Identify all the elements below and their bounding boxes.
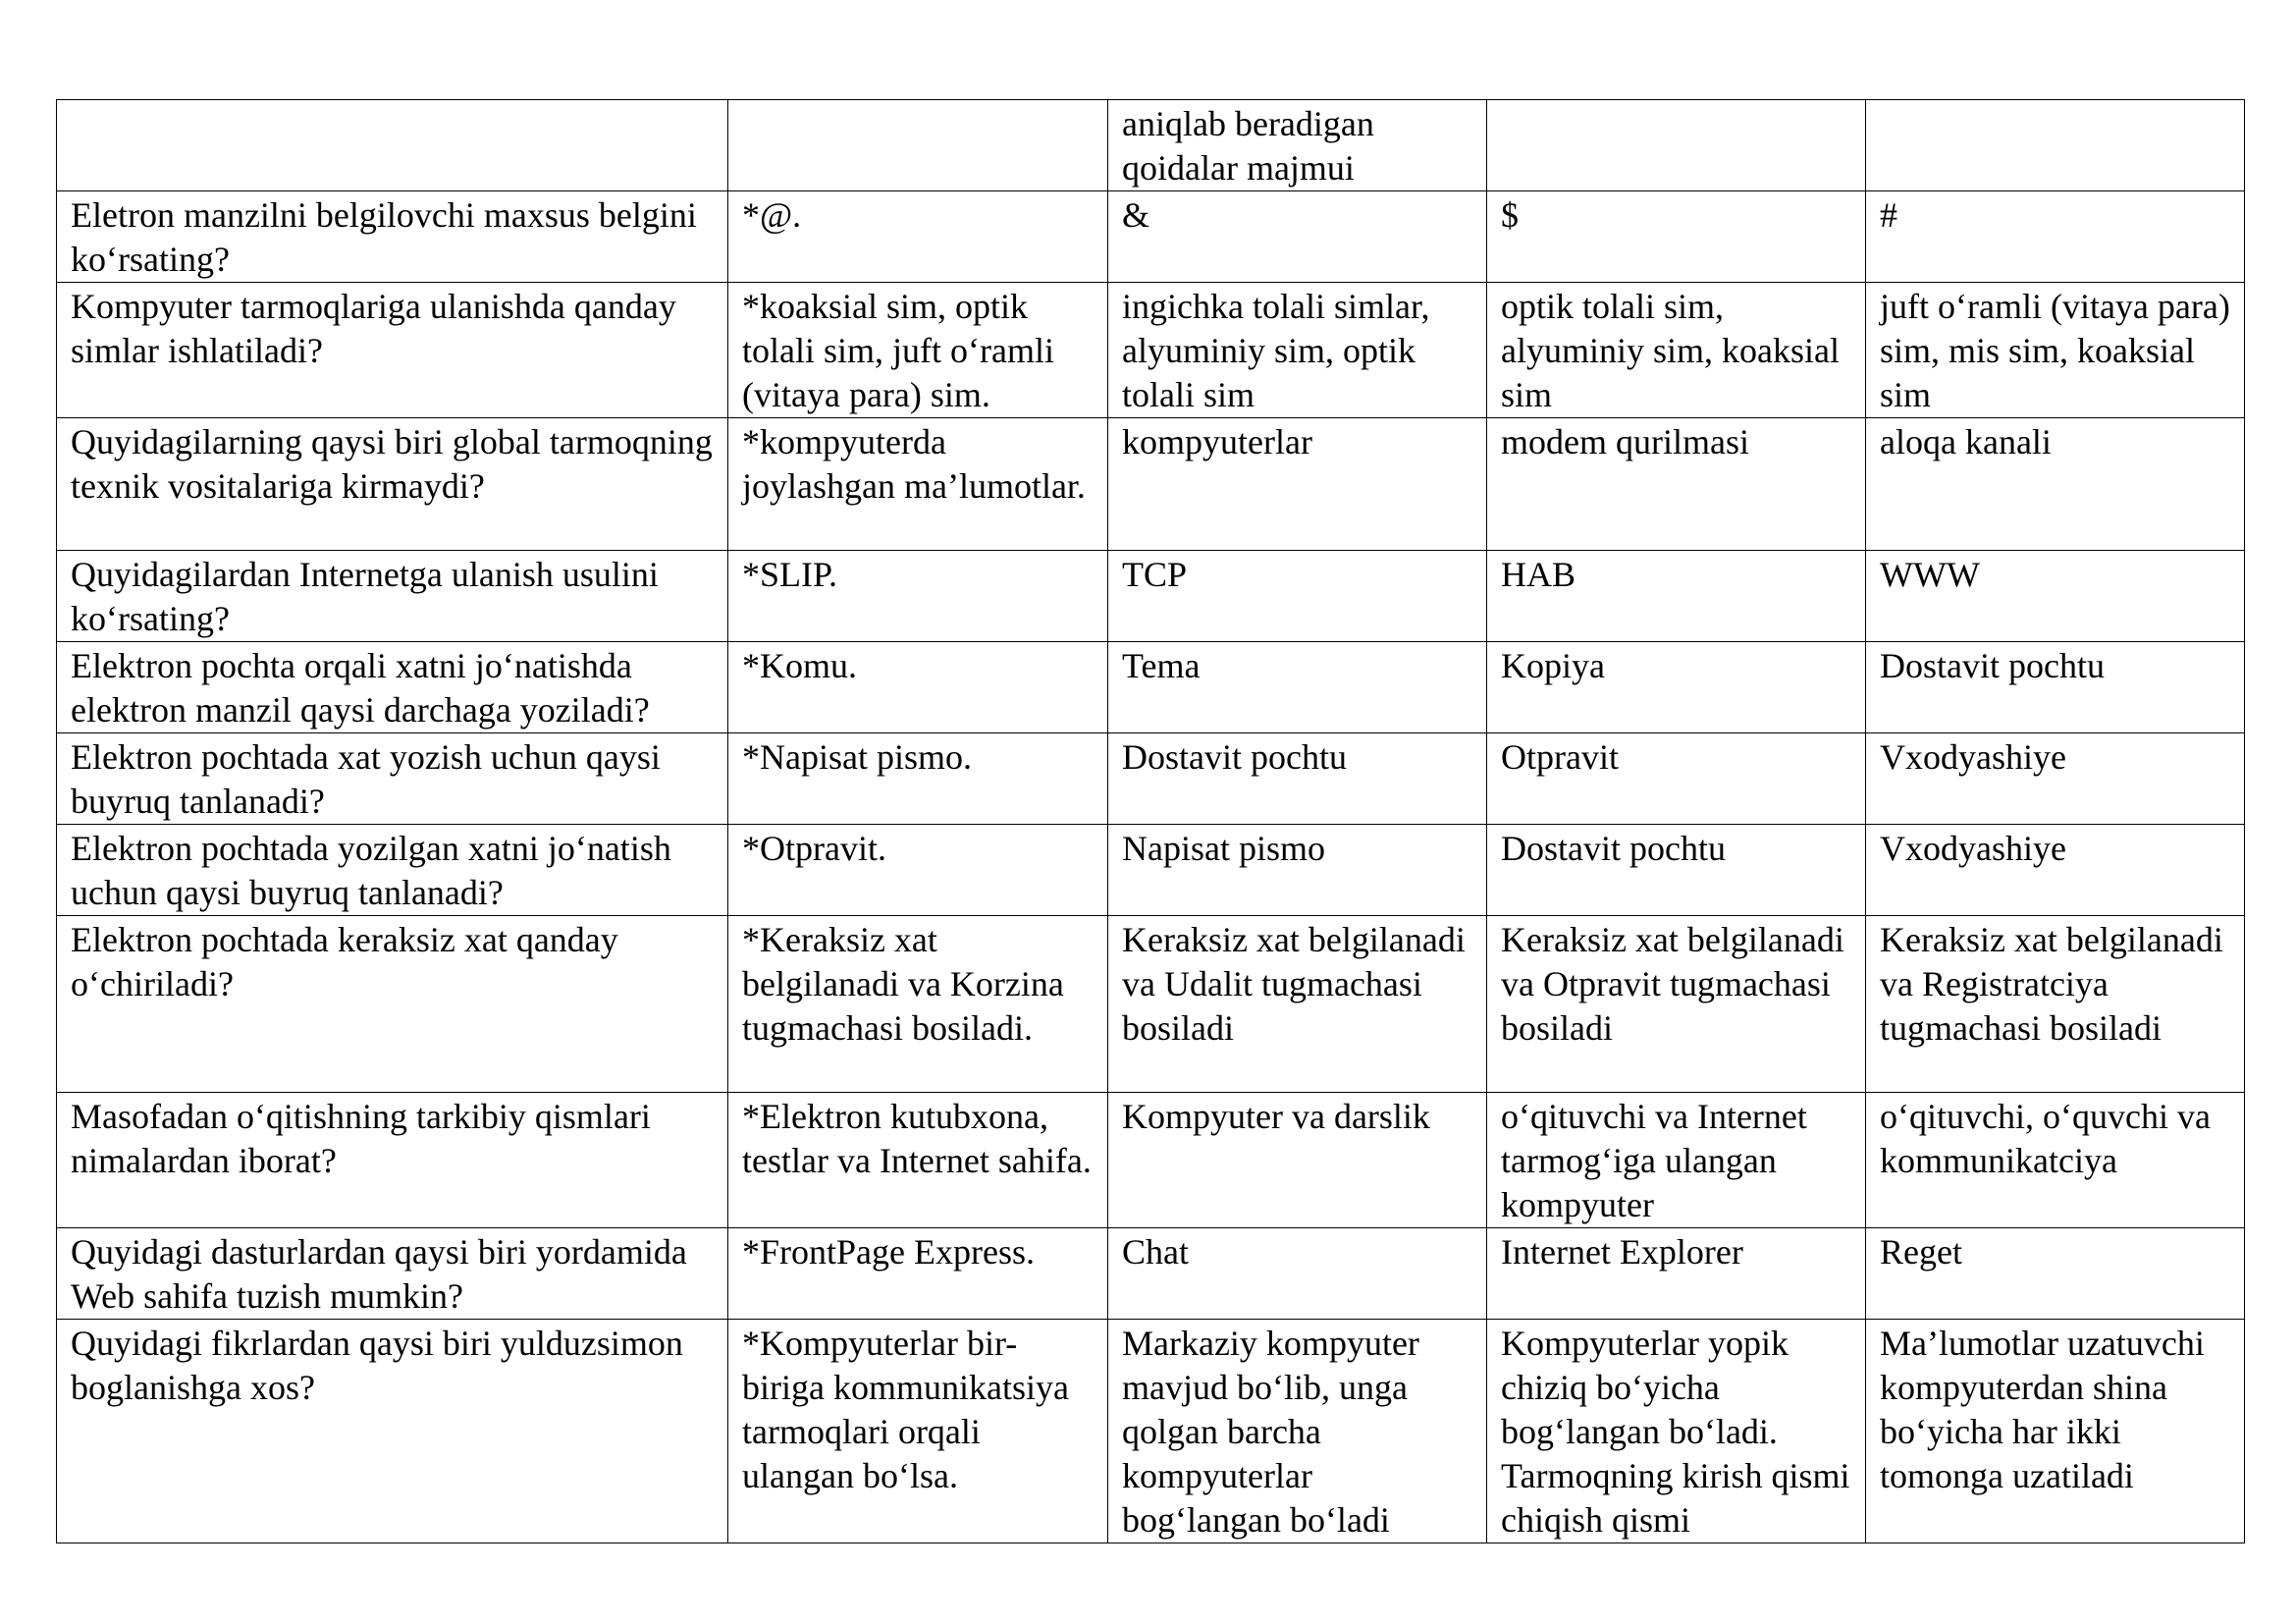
question-cell: Elektron pochtada keraksiz xat qanday o‘chiriladi? xyxy=(57,916,728,1093)
question-cell: Masofadan o‘qitishning tarkibiy qismlari nimalardan iborat? xyxy=(57,1093,728,1228)
option-b-cell: Markaziy kompyuter mavjud bo‘lib, unga qolgan barcha kompyuterlar bog‘langan bo‘ladi xyxy=(1108,1320,1487,1543)
option-c-cell: modem qurilmasi xyxy=(1487,418,1866,551)
option-b-cell: & xyxy=(1108,191,1487,283)
option-d-cell xyxy=(1866,100,2245,191)
option-c-cell: Otpravit xyxy=(1487,733,1866,825)
correct-answer-cell: *SLIP. xyxy=(728,551,1108,642)
correct-answer-cell: *Komu. xyxy=(728,642,1108,733)
option-c-cell: Kompyuterlar yopik chiziq bo‘yicha bog‘langan bo‘ladi. Tarmoqning kirish qismi chiqish qismi xyxy=(1487,1320,1866,1543)
option-d-cell: o‘qituvchi, o‘quvchi va kommunikatciya xyxy=(1866,1093,2245,1228)
option-c-cell: o‘qituvchi va Internet tarmog‘iga ulangan kompyuter xyxy=(1487,1093,1866,1228)
table-row xyxy=(57,642,2245,733)
correct-answer-cell: *FrontPage Express. xyxy=(728,1228,1108,1320)
question-cell: Kompyuter tarmoqlariga ulanishda qanday simlar ishlatiladi? xyxy=(57,283,728,418)
option-b-cell: Keraksiz xat belgilanadi va Udalit tugmachasi bosiladi xyxy=(1108,916,1487,1093)
table-row xyxy=(57,191,2245,283)
question-cell: Quyidagi dasturlardan qaysi biri yordamida Web sahifa tuzish mumkin? xyxy=(57,1228,728,1320)
table-row xyxy=(57,825,2245,916)
question-cell: Quyidagilardan Internetga ulanish usulini ko‘rsating? xyxy=(57,551,728,642)
option-b-cell: Tema xyxy=(1108,642,1487,733)
option-d-cell: WWW xyxy=(1866,551,2245,642)
correct-answer-cell: *Kompyuterlar bir-biriga kommunikatsiya tarmoqlari orqali ulangan bo‘lsa. xyxy=(728,1320,1108,1543)
option-b-cell: aniqlab beradigan qoidalar majmui xyxy=(1108,100,1487,191)
option-c-cell: Keraksiz xat belgilanadi va Otpravit tugmachasi bosiladi xyxy=(1487,916,1866,1093)
option-b-cell: Dostavit pochtu xyxy=(1108,733,1487,825)
option-c-cell: HAB xyxy=(1487,551,1866,642)
option-d-cell: Reget xyxy=(1866,1228,2245,1320)
option-d-cell: Keraksiz xat belgilanadi va Registratciya tugmachasi bosiladi xyxy=(1866,916,2245,1093)
option-d-cell: Vxodyashiye xyxy=(1866,825,2245,916)
correct-answer-cell: *Elektron kutubxona, testlar va Internet sahifa. xyxy=(728,1093,1108,1228)
option-d-cell: Vxodyashiye xyxy=(1866,733,2245,825)
table-row xyxy=(57,283,2245,418)
option-d-cell: aloqa kanali xyxy=(1866,418,2245,551)
option-b-cell: Napisat pismo xyxy=(1108,825,1487,916)
question-cell: Quyidagi fikrlardan qaysi biri yulduzsimon boglanishga xos? xyxy=(57,1320,728,1543)
option-c-cell: optik tolali sim, alyuminiy sim, koaksial sim xyxy=(1487,283,1866,418)
quiz-table xyxy=(56,99,2245,1543)
option-b-cell: ingichka tolali simlar, alyuminiy sim, optik tolali sim xyxy=(1108,283,1487,418)
option-d-cell: juft o‘ramli (vitaya para) sim, mis sim, koaksial sim xyxy=(1866,283,2245,418)
option-b-cell: Kompyuter va darslik xyxy=(1108,1093,1487,1228)
correct-answer-cell: *@. xyxy=(728,191,1108,283)
table-row xyxy=(57,1320,2245,1543)
option-c-cell: Dostavit pochtu xyxy=(1487,825,1866,916)
correct-answer-cell: *Napisat pismo. xyxy=(728,733,1108,825)
table-row xyxy=(57,100,2245,191)
correct-answer-cell xyxy=(728,100,1108,191)
correct-answer-cell: *Keraksiz xat belgilanadi va Korzina tugmachasi bosiladi. xyxy=(728,916,1108,1093)
option-b-cell: kompyuterlar xyxy=(1108,418,1487,551)
option-d-cell: Dostavit pochtu xyxy=(1866,642,2245,733)
correct-answer-cell: *Otpravit. xyxy=(728,825,1108,916)
table-row xyxy=(57,1228,2245,1320)
correct-answer-cell: *kompyuterda joylashgan ma’lumotlar. xyxy=(728,418,1108,551)
option-c-cell xyxy=(1487,100,1866,191)
table-row xyxy=(57,733,2245,825)
option-d-cell: # xyxy=(1866,191,2245,283)
option-c-cell: $ xyxy=(1487,191,1866,283)
option-b-cell: Chat xyxy=(1108,1228,1487,1320)
question-cell: Elektron pochta orqali xatni jo‘natishda elektron manzil qaysi darchaga yoziladi? xyxy=(57,642,728,733)
option-c-cell: Internet Explorer xyxy=(1487,1228,1866,1320)
option-b-cell: TCP xyxy=(1108,551,1487,642)
option-c-cell: Kopiya xyxy=(1487,642,1866,733)
question-cell: Elektron pochtada yozilgan xatni jo‘natish uchun qaysi buyruq tanlanadi? xyxy=(57,825,728,916)
table-row xyxy=(57,1093,2245,1228)
question-cell: Elektron pochtada xat yozish uchun qaysi buyruq tanlanadi? xyxy=(57,733,728,825)
table-row xyxy=(57,551,2245,642)
table-row xyxy=(57,418,2245,551)
table-row xyxy=(57,916,2245,1093)
question-cell: Quyidagilarning qaysi biri global tarmoqning texnik vositalariga kirmaydi? xyxy=(57,418,728,551)
question-cell xyxy=(57,100,728,191)
question-cell: Eletron manzilni belgilovchi maxsus belgini ko‘rsating? xyxy=(57,191,728,283)
correct-answer-cell: *koaksial sim, optik tolali sim, juft o‘ramli (vitaya para) sim. xyxy=(728,283,1108,418)
option-d-cell: Ma’lumotlar uzatuvchi kompyuterdan shina bo‘yicha har ikki tomonga uzatiladi xyxy=(1866,1320,2245,1543)
